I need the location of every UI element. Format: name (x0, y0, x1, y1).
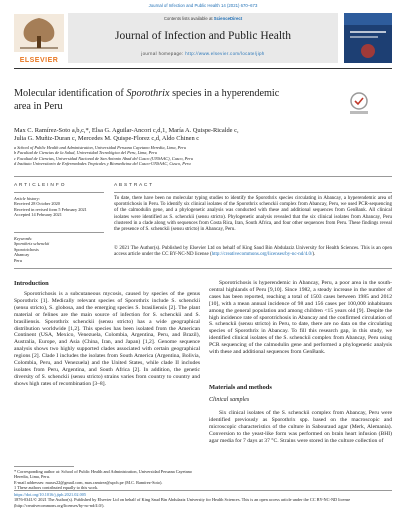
check-updates-icon (346, 90, 372, 116)
footer-license: 1876-0341/© 2021 The Author(s). Published by Elsevier Ltd on behalf of King Saud Bin Abdulaziz University for Health Sciences. This is an open access article under the CC BY-NC-ND license (http://creativecommons.org/licenses/by-nc-nd/4.0/). (14, 497, 351, 508)
email-note[interactable]: E-mail addresses: maxrs22@gmail.com, max.ramirez@upch.pe (M.C. Ramírez-Soto). (14, 479, 163, 485)
clinical-samples-heading: Clinical samples (209, 397, 250, 403)
article-info-heading: A R T I C L E I N F O (14, 183, 65, 188)
footnote-divider (14, 466, 74, 467)
abstract-heading: A B S T R A C T (114, 183, 153, 188)
keywords (14, 236, 106, 263)
footer-divider (14, 490, 392, 491)
methods-heading: Materials and methods (209, 384, 272, 391)
corresponding-author-note: * Corresponding author at: School of Public Health and Administration, Universidad Peruana Cayetano Heredia, Lima, Peru. (14, 469, 192, 480)
article-history (14, 196, 106, 218)
author-list (14, 127, 394, 144)
equal-contribution-note: 1 These authors contributed equally to this work. (14, 485, 99, 491)
elsevier-wordmark: ELSEVIER (19, 57, 59, 64)
keyword-item: Abancay (14, 252, 30, 258)
info-divider (14, 192, 104, 193)
keyword-item: Sporotrichosis (14, 246, 39, 252)
footnotes (14, 469, 200, 491)
affiliation-a: a School of Public Health and Administration, Universidad Peruana Cayetano Heredia, Lima, Peru (14, 145, 186, 150)
introduction-heading: Introduction (14, 280, 49, 287)
keywords-label: Keywords: (14, 236, 33, 241)
keyword-item: Sporothrix schenckii (14, 241, 50, 247)
affiliation-b: b Facultad de Ciencias de la Salud, Universidad Tecnológica del Peru, Lima, Peru (14, 150, 157, 156)
journal-reference[interactable]: Journal of Infection and Public Health 14 (2021) 670–673 (148, 3, 258, 8)
authors-line-2[interactable]: Julia G. Muñiz-Duran c, Mercedes M. Quispe-Florez c,d, Aldo Chinen c (14, 135, 200, 143)
affiliation-d: d Instituto Universitario de Enfermedades Tropicales y Biomedicina del Cusco-UNSAAC, Cusco, Peru (14, 161, 191, 167)
cc-license-link[interactable]: http://creativecommons.org/licenses/by-nc-nd/4.0/ (211, 252, 313, 258)
doi-link[interactable]: https://doi.org/10.1016/j.jiph.2021.02.005 (14, 492, 87, 497)
history-revised: Received in revised form 5 February 2021 (14, 206, 87, 212)
right-column-text: Sporotrichosis is hyperendemic in Abancay, Peru, a poor area in the south-central highlands of Peru [9,10]. Since 1982, a steady increase in the number of cases has been reported, reaching a total of 1503 cases between 1985 and 2012 [10], with a mean annual incidence of 98 and 156 cases per 100,000 inhabitants among the general population and among children <15 years old [9]. Despite the high incidence rate of sporotrichosis in Abancay and the confirmed circulation of S. schenckii (sensu stricto) in Peru, to date, there are no data on the circulating species of Sporothrix in Abancay. To fill this research gap, in this study, we identified clinical isolates of the S. schenckii complex from Abancay, Peru using PCR sequencing of the calmodulin gene and performed a phylogenetic analysis with these and additional sequences from GenBank. (209, 280, 392, 356)
elsevier-logo (14, 14, 64, 64)
journal-name: Journal of Infection and Public Health (115, 30, 291, 43)
abstract-copyright: © 2021 The Author(s). Published by Elsevier Ltd on behalf of King Saud Bin Abdulaziz University for Health Sciences. This is an open access article under the CC BY-NC-ND license (http://creativecommons.org/licenses/by-nc-nd/4.0/). (114, 246, 392, 258)
introduction-text: Sporotrichosis is a subcutaneous mycosis, caused by species of the genus Sporothrix [1]. Medically relevant species of Sporothrix include S. schenckii (sensu stricto), S. globosa, and the emerging species S. brasiliensis [2]. The plant material or felines are the main source of infection for S. schenckii and S. brasiliensis. Sporothrix schenckii (sensu stricto) has a wide geographical distribution worldwide [1,2]. This species has been isolated from the American Continent (USA, Mexico, Venezuela, Colombia, Argentina, Peru, and Brazil), Australia, Europe, and Asia (China, Iran, and Japan) [1,2]. Genome sequence analysis shows two highly supported clades associated with certain geographical regions [2]. Clade I includes the isolates from South America (Argentina, Bolivia, Colombia, Peru, and Venezuela) and the United States, while clade II includes isolates from Peru, Argentina, and South Africa [2]. In addition, the genetic diversity of S. schenckii (sensu stricto) strains varies from country to country and shows high rates of recombination [3–8]. (14, 291, 200, 387)
methods-text: Six clinical isolates of the S. schenckii complex from Abancay, Peru were identified previously as Sporothrix spp. based on the macroscopic and microscopic characteristics of the culture in Sabouraud agar (Merk, Alemania). Conversion to the yeast-like form was performed on brain heart infusion (BHI) agar media for 7 days at 37 °C. Strains were stored in the culture collection of (209, 410, 392, 444)
affiliation-divider (14, 176, 392, 177)
affiliation-c: c Facultad de Ciencias, Universidad Nacional de San Antonio Abad del Cusco (UNSAAC), Cusco, Peru (14, 155, 193, 161)
journal-cover-thumbnail (344, 13, 392, 63)
keyword-item: Peru (14, 257, 22, 263)
check-for-updates-badge[interactable] (346, 90, 372, 116)
abstract-divider (114, 192, 392, 193)
abstract-end-divider (14, 268, 392, 269)
sciencedirect-link[interactable]: ScienceDirect (213, 16, 243, 21)
contents-line: Contents lists available at ScienceDirect (163, 16, 243, 21)
elsevier-tree-icon (14, 14, 64, 52)
keywords-divider (14, 232, 104, 233)
article-title: Molecular identification of Sporothrix species in a hyperendemic area in Peru (14, 88, 280, 112)
header-divider (14, 68, 392, 69)
history-received: Received 28 October 2020 (14, 201, 60, 207)
journal-header-band (68, 13, 338, 63)
history-label: Article history: (14, 196, 41, 201)
history-accepted: Accepted 14 February 2021 (14, 212, 62, 218)
page-footer (14, 492, 392, 508)
homepage-line: journal homepage: http://www.elsevier.com/locate/jiph (141, 51, 265, 57)
affiliations (14, 145, 394, 167)
homepage-link[interactable]: http://www.elsevier.com/locate/jiph (185, 51, 265, 57)
authors-line-1[interactable]: Max C. Ramírez-Soto a,b,c,*, Elsa G. Aguilar-Ancori c,d,1, María A. Quispe-Ricalde c, (14, 127, 239, 134)
abstract-text: To date, there have been no molecular typing studies to identify the Sporothrix species circulating in Abancay, a hyperendemic area of sporotrichosis in Peru. To identify six clinical isolates of the Sporothrix schenckii complex from Abancay, Peru, we used PCR-sequencing of the calmodulin gene, and a phylogenetic analysis was conducted with these and additional sequences from GenBank. All clinical isolates were identified as S. schenckii (sensu stricto). Phylogenetic analysis revealed that the six clinical isolates from Abancay, Peru clustered in a clade along with sequences from Costa Rica, Iran, South Africa, and four other sequences from Peru. These findings reveal the presence of S. schenckii (sensu stricto) in Abancay, Peru. (114, 196, 392, 233)
journal-cover-icon (344, 13, 392, 63)
